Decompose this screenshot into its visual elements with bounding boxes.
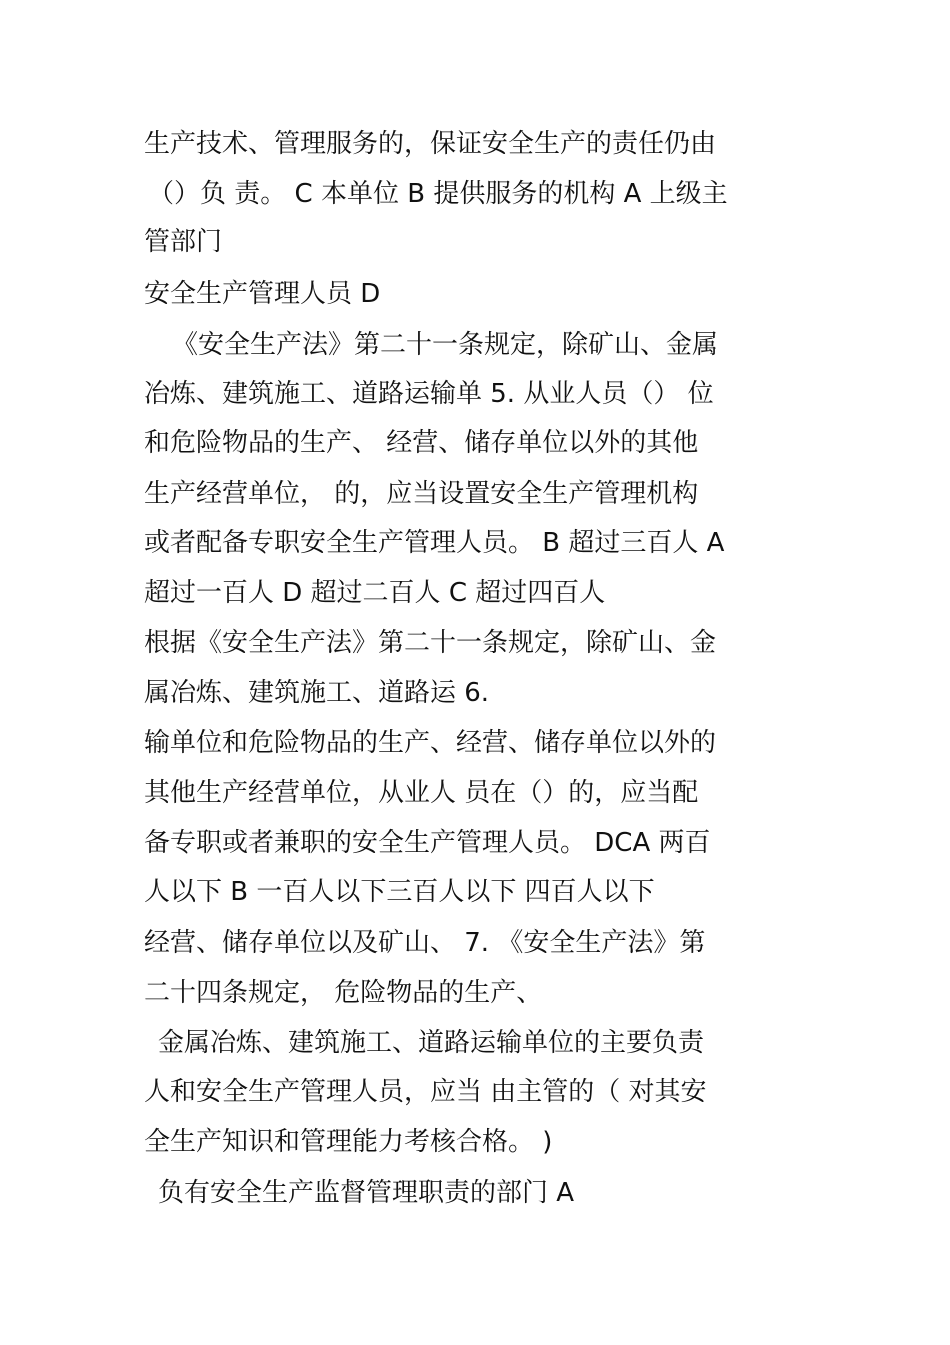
text-line-7: 和危险物品的生产、 经营、储存单位以外的其他	[144, 428, 699, 458]
text-line-2: （）负 责。 C 本单位 B 提供服务的机构 A 上级主	[148, 179, 728, 209]
text-line-10: 超过一百人 D 超过二百人 C 超过四百人	[144, 578, 606, 608]
text-line-5: 《安全生产法》第二十一条规定，除矿山、金属	[172, 330, 719, 360]
text-line-19: 金属冶炼、建筑施工、道路运输单位的主要负责	[158, 1028, 705, 1058]
text-line-11: 根据《安全生产法》第二十一条规定，除矿山、金	[144, 628, 717, 658]
text-line-15: 备专职或者兼职的安全生产管理人员。 DCA 两百	[144, 828, 711, 858]
text-line-20: 人和安全生产管理人员，应当 由主管的（ 对其安	[144, 1077, 707, 1107]
text-line-14: 其他生产经营单位，从业人 员在（）的，应当配	[144, 778, 699, 808]
text-line-3: 管部门	[144, 227, 223, 257]
text-line-9: 或者配备专职安全生产管理人员。 B 超过三百人 A	[144, 528, 725, 558]
text-line-17: 经营、储存单位以及矿山、 7. 《安全生产法》第	[144, 928, 706, 958]
text-line-12: 属冶炼、建筑施工、道路运 6.	[144, 678, 490, 708]
text-line-1: 生产技术、管理服务的，保证安全生产的责任仍由	[144, 129, 717, 159]
text-line-4: 安全生产管理人员 D	[144, 279, 381, 309]
text-line-21: 全生产知识和管理能力考核合格。 )	[144, 1127, 553, 1157]
text-line-8: 生产经营单位， 的，应当设置安全生产管理机构	[144, 479, 699, 509]
text-line-16: 人以下 B 一百人以下三百人以下 四百人以下	[144, 877, 655, 907]
text-line-13: 输单位和危险物品的生产、经营、储存单位以外的	[144, 728, 717, 758]
text-line-18: 二十四条规定， 危险物品的生产、	[144, 978, 543, 1008]
text-line-6: 冶炼、建筑施工、道路运输单 5. 从业人员（） 位	[144, 379, 714, 409]
text-line-22: 负有安全生产监督管理职责的部门 A	[158, 1178, 575, 1208]
